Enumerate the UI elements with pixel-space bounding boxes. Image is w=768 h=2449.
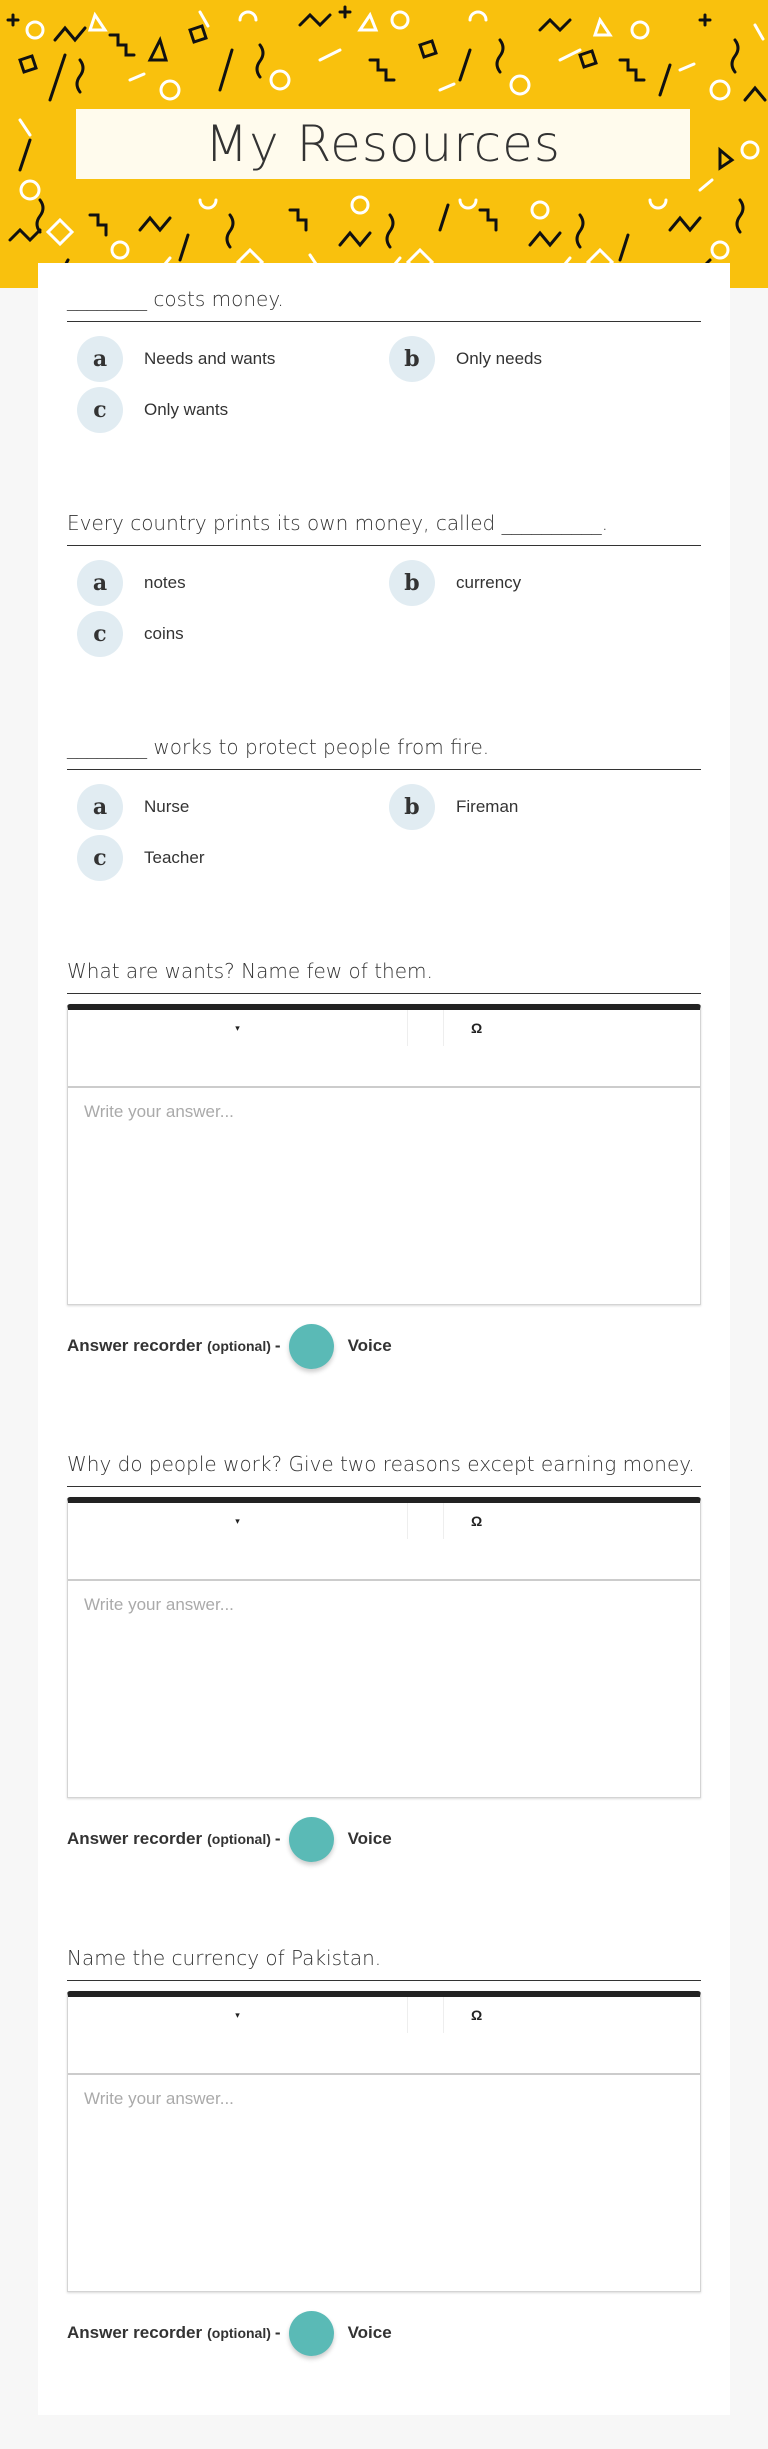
answer-recorder — [67, 2310, 701, 2356]
special-characters-button[interactable] — [471, 1997, 482, 2033]
question-1 — [67, 285, 701, 432]
format-dropdown[interactable] — [68, 1503, 407, 1539]
recorder-optional: (optional) — [207, 1831, 271, 1847]
title-box — [76, 109, 690, 179]
option-label: Teacher — [144, 848, 205, 867]
caret-down-icon: ▾ — [235, 1022, 240, 1033]
question-3 — [67, 733, 701, 880]
record-voice-button[interactable] — [289, 1324, 334, 1369]
omega-icon: Ω — [471, 2007, 483, 2023]
recorder-optional: (optional) — [207, 2325, 271, 2341]
recorder-optional: (optional) — [207, 1338, 271, 1354]
question-title: ________ works to protect people from fire. — [67, 733, 701, 770]
option-label: Only needs — [456, 349, 542, 368]
option-letter-badge: b — [389, 560, 435, 606]
rich-text-editor — [67, 1991, 701, 2292]
option-c[interactable] — [77, 611, 184, 657]
recorder-dash: - — [274, 1336, 281, 1355]
option-label: currency — [456, 573, 522, 592]
question-2 — [67, 509, 701, 656]
option-c[interactable] — [77, 387, 228, 433]
question-6 — [67, 1944, 701, 2356]
header-banner — [0, 0, 768, 288]
answer-input[interactable] — [68, 1581, 700, 1797]
voice-label: Voice — [347, 2323, 392, 2342]
answer-placeholder: Write your answer... — [84, 1595, 234, 1614]
editor-toolbar — [68, 1503, 700, 1581]
option-letter-badge: c — [77, 835, 123, 881]
option-letter-badge: a — [77, 784, 123, 830]
toolbar-divider — [443, 1010, 444, 1046]
option-letter-badge: b — [389, 336, 435, 382]
answer-placeholder: Write your answer... — [84, 2089, 234, 2108]
answer-recorder — [67, 1816, 701, 1862]
option-letter-badge: a — [77, 560, 123, 606]
option-a[interactable] — [77, 336, 275, 382]
option-b[interactable] — [389, 560, 521, 606]
option-a[interactable] — [77, 560, 186, 606]
special-characters-button[interactable] — [471, 1503, 482, 1539]
question-title: What are wants? Name few of them. — [67, 957, 701, 994]
record-voice-button[interactable] — [289, 2311, 334, 2356]
toolbar-divider — [443, 1503, 444, 1539]
format-dropdown[interactable] — [68, 1010, 407, 1046]
question-title: ________ costs money. — [67, 285, 701, 322]
omega-icon: Ω — [471, 1020, 483, 1036]
recorder-dash: - — [274, 1829, 281, 1848]
option-letter-badge: b — [389, 784, 435, 830]
options — [67, 770, 701, 880]
option-letter-badge: c — [77, 611, 123, 657]
recorder-label: Answer recorder — [67, 2323, 203, 2342]
toolbar-divider — [407, 1503, 408, 1539]
answer-recorder — [67, 1323, 701, 1369]
option-label: coins — [144, 624, 184, 643]
option-letter-badge: a — [77, 336, 123, 382]
option-label: Fireman — [456, 797, 519, 816]
option-b[interactable] — [389, 784, 518, 830]
recorder-dash: - — [274, 2323, 281, 2342]
rich-text-editor — [67, 1004, 701, 1305]
recorder-label: Answer recorder — [67, 1336, 203, 1355]
option-label: Needs and wants — [144, 349, 276, 368]
option-label: Only wants — [144, 400, 229, 419]
page-title: My Resources — [205, 115, 561, 173]
options — [67, 546, 701, 656]
option-label: notes — [144, 573, 186, 592]
record-voice-button[interactable] — [289, 1817, 334, 1862]
caret-down-icon: ▾ — [235, 1515, 240, 1526]
question-5 — [67, 1450, 701, 1862]
question-title: Why do people work? Give two reasons except earning money. — [67, 1450, 701, 1487]
option-c[interactable] — [77, 835, 204, 881]
question-4 — [67, 957, 701, 1369]
option-a[interactable] — [77, 784, 189, 830]
option-letter-badge: c — [77, 387, 123, 433]
rich-text-editor — [67, 1497, 701, 1798]
answer-input[interactable] — [68, 1088, 700, 1304]
toolbar-divider — [443, 1997, 444, 2033]
editor-toolbar — [68, 1997, 700, 2075]
answer-input[interactable] — [68, 2075, 700, 2291]
voice-label: Voice — [347, 1829, 392, 1848]
question-title: Name the currency of Pakistan. — [67, 1944, 701, 1981]
editor-toolbar — [68, 1010, 700, 1088]
special-characters-button[interactable] — [471, 1010, 482, 1046]
options — [67, 322, 701, 432]
toolbar-divider — [407, 1997, 408, 2033]
recorder-label: Answer recorder — [67, 1829, 203, 1848]
omega-icon: Ω — [471, 1513, 483, 1529]
option-b[interactable] — [389, 336, 542, 382]
caret-down-icon: ▾ — [235, 2009, 240, 2020]
question-title: Every country prints its own money, called __________. — [67, 509, 701, 546]
voice-label: Voice — [347, 1336, 392, 1355]
option-label: Nurse — [144, 797, 190, 816]
format-dropdown[interactable] — [68, 1997, 407, 2033]
worksheet-card — [38, 263, 730, 2415]
answer-placeholder: Write your answer... — [84, 1102, 234, 1121]
toolbar-divider — [407, 1010, 408, 1046]
